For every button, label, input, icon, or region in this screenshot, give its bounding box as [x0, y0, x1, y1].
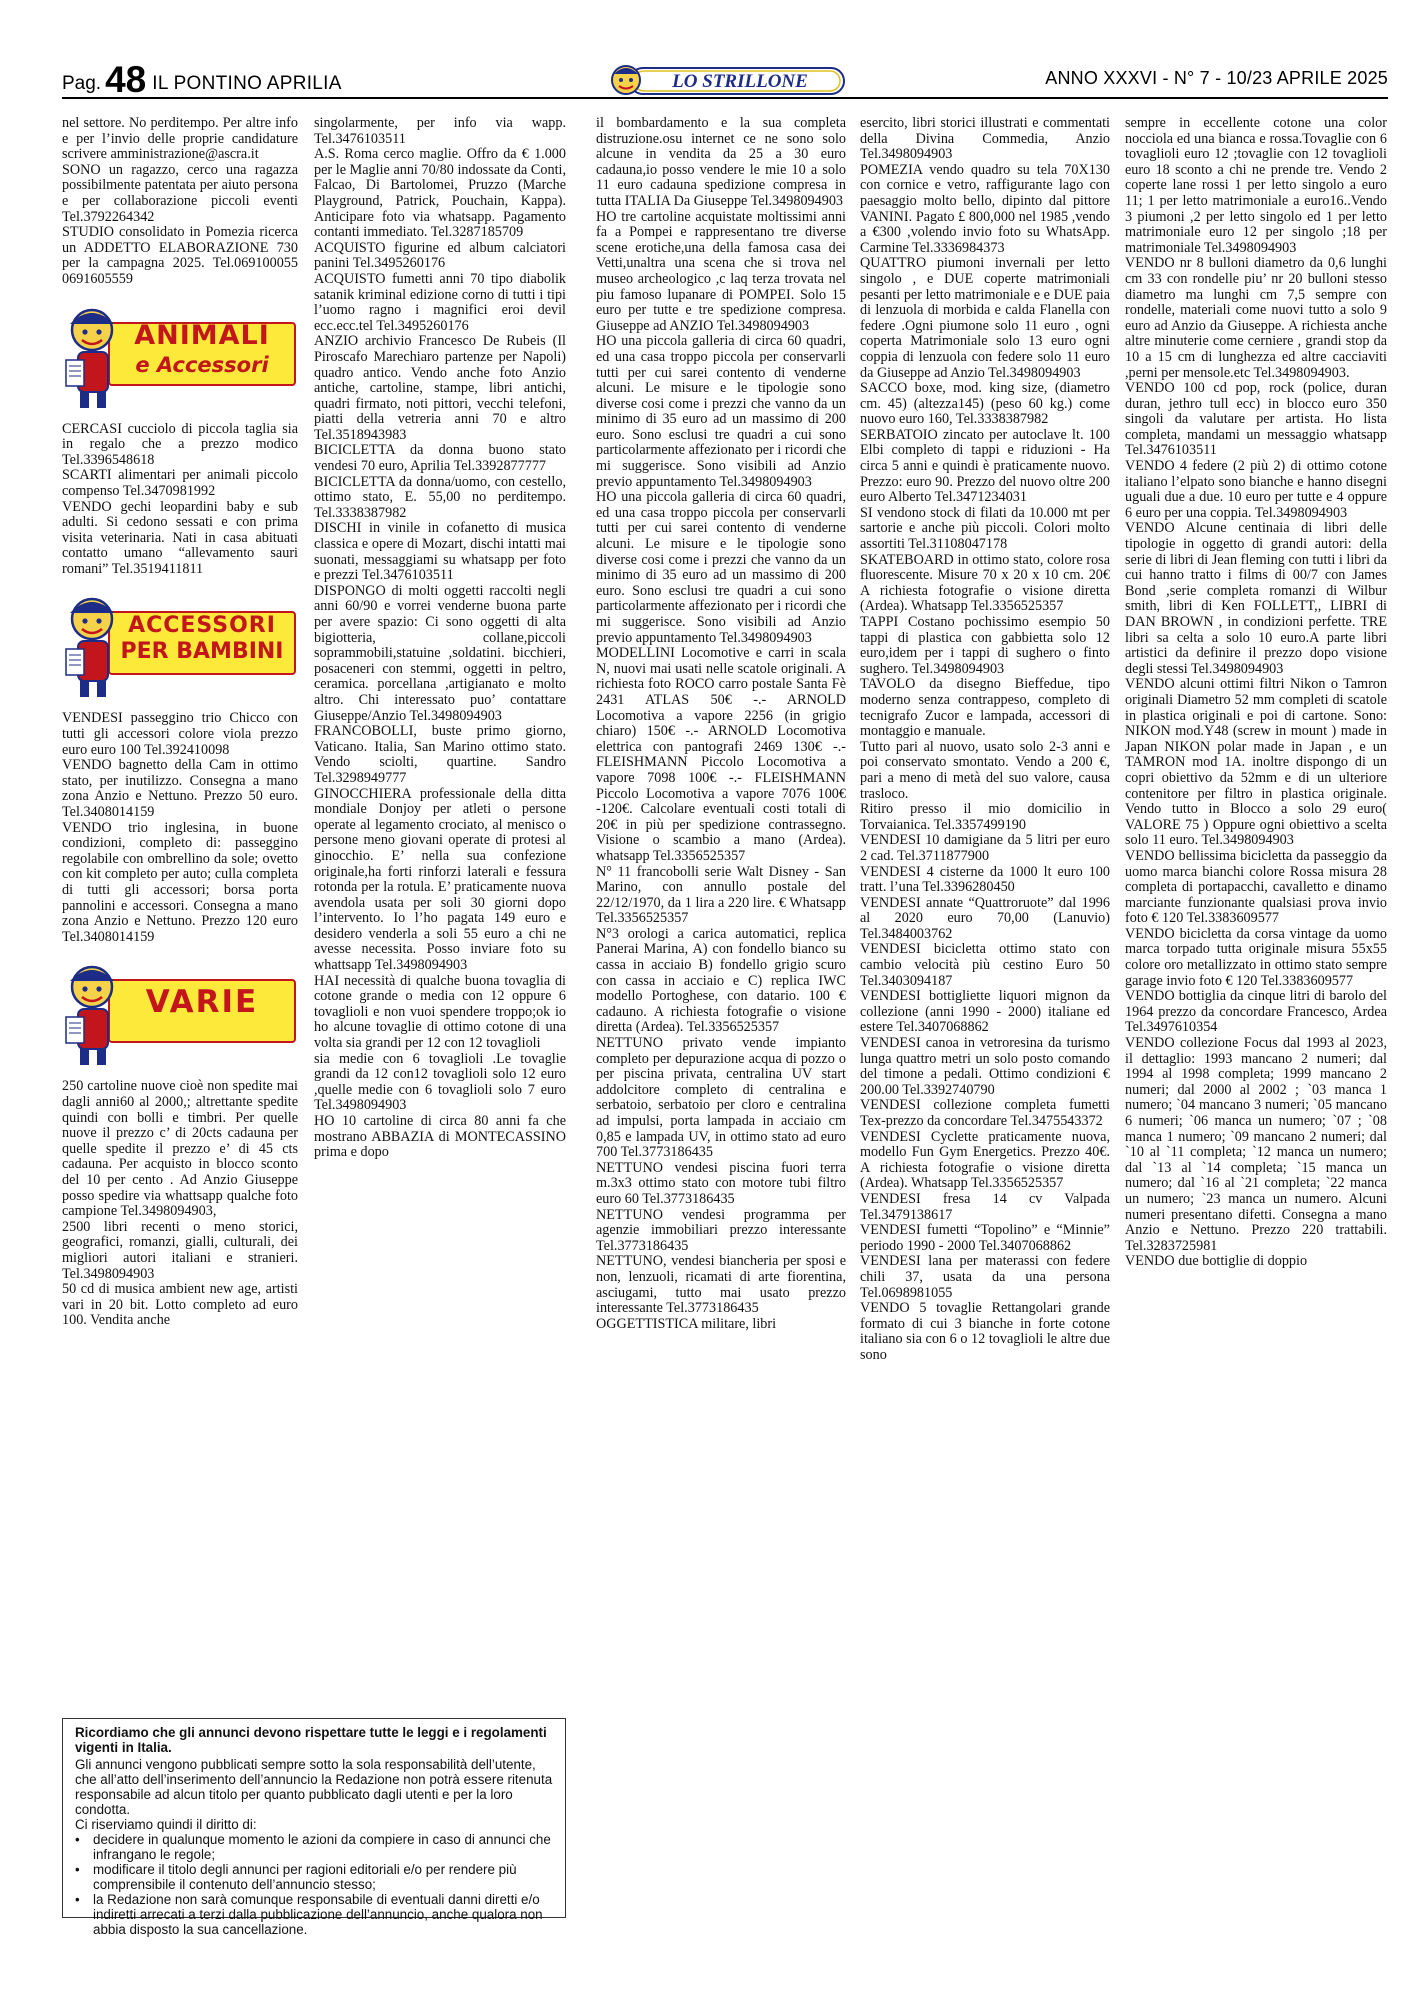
notice-bullet	[75, 1862, 555, 1892]
notice-body: Gli annunci vengono pubblicati sempre sotto la sola responsabilità dell’utente, che all’atto dell’inserimento dell’annuncio la Redazione non potrà essere ritenuta responsabile ad alcun titolo per quanto pubblicato dagli utenti e per la loro condotta.	[75, 1757, 553, 1817]
classified-ad: SONO un ragazzo, cerco una ragazza possibilmente patentata per aiuto persona e per collaborazione piccoli eventi Tel.3792264342	[62, 161, 298, 225]
classified-ad: VENDESI passeggino trio Chicco con tutti gli accessori colore viola prezzo euro euro 100 Tel.392410098	[62, 710, 298, 758]
column-5	[1125, 116, 1387, 1996]
classified-ad: VENDO nr 8 bulloni diametro da 0,6 lunghi cm 33 con rondelle piu’ nr 20 bulloni stesso diametro ma lunghi cm 7,5 sempre con rondelle, materiali come nuovi tutto a solo 9 euro ad Anzio da Giuseppe. A richiesta anche altre minuterie come cerniere , grandi stop da 10 a 15 cm di lunghezza ed altre cacciaviti ,perni per mensole.etc Tel.3498094903.	[1125, 255, 1387, 381]
classified-ad: HO una piccola galleria di circa 60 quadri, ed una casa troppo piccola per conservarli tutti per cui sarei contento di venderne alcuni. Le misure e le tipologie sono diverse cosi come i prezzi che vanno da un minimo di 35 euro ad un massimo di 200 euro. Sono esclusi tre quadri a cui sono particolarmente affezionato per i ricordi che mi suggerisce. Sono visibili ad Anzio previo appuntamento Tel.3498094903	[596, 333, 846, 490]
classified-ad: BICICLETTA da donna/uomo, con cestello, ottimo stato, E. 55,00 no perditempo. Tel.3338387982	[314, 473, 566, 521]
classified-ad: il bombardamento e la sua completa distruzione.osu internet ce ne sono solo alcune in vendita da 25 a 30 euro cadauna,io posso vendere le mie 10 a solo 11 euro cadauna spedizione compresa in tutta ITALIA Da Giuseppe Tel.3498094903	[596, 115, 846, 209]
classified-ad: VENDESI 4 cisterne da 1000 lt euro 100 tratt. l’una Tel.3396280450	[860, 863, 1110, 896]
newsboy-mascot-icon	[62, 300, 132, 412]
classified-ad: SACCO boxe, mod. king size, (diametro cm. 45) (altezza145) (peso 60 kg.) come nuovo euro 160, Tel.3338387982	[860, 380, 1110, 428]
banner-subtitle: e Accessori	[135, 352, 269, 377]
classified-ad: Tutto pari al nuovo, usato solo 2-3 anni e poi conservato smontato. Vendo a 200 €, pari a meno di metà del suo valore, causa trasloco.	[860, 738, 1110, 802]
classified-ad: CERCASI cucciolo di piccola taglia sia in regalo che a prezzo modico Tel.3396548618	[62, 420, 298, 468]
bullet-icon: •	[75, 1832, 80, 1847]
classified-ad: VENDO 5 tovaglie Rettangolari grande formato di cui 3 bianche in forte cotone italiano sia con 6 o 12 tovaglioli le altre due sono	[860, 1300, 1110, 1363]
classified-ad: BICICLETTA da donna buono stato vendesi 70 euro, Aprilia Tel.3392877777	[314, 442, 566, 475]
classified-ad: VENDO 100 cd pop, rock (police, duran duran, jethro tull ecc) in blocco euro 350 singoli da valutare per artista. Ho lista completa, mandami un messaggio whatsapp Tel.3476103511	[1125, 380, 1387, 459]
classified-ad: POMEZIA vendo quadro su tela 70X130 con cornice e vetro, raffigurante lago con paesaggio molto bello, dipinto dal pittore VANINI. Pagato £ 800,000 nel 1985 ,vendo a €300 ,volendo invio foto su WhatsApp. Carmine Tel.3336984373	[860, 161, 1110, 256]
column-3-ads	[596, 116, 846, 1332]
newsboy-mascot-icon	[62, 589, 132, 701]
publication-name: IL PONTINO APRILIA	[152, 73, 342, 94]
notice-bullet	[75, 1832, 555, 1862]
classified-ad: VENDO collezione Focus dal 1993 al 2023, il dettaglio: 1993 mancano 2 numeri; dal 1994 al 1998 completa; 1999 mancano 2 numeri; dal 2000 al 2002 ; `03 manca 1 numero; `04 mancano 3 numeri; `05 mancano 6 numeri; `06 manca un numero; `07 ; `08 manca 1 numero; `09 mancano 2 numeri; dal `10 al `11 completa; `12 manca un numero; dal `13 al `14 completa; `15 manca un numero; dal `16 al `21 completa; `22 manca un numero; `23 manca un numero. Alcuni numeri presentano difetti. Consegna a mano Anzio e Nettuno. Prezzo 220 trattabili. Tel.3283725981	[1125, 1035, 1387, 1254]
classified-ad: QUATTRO piumoni invernali per letto singolo , e DUE coperte matrimoniali pesanti per letto matrimoniale e e DUE paia di lenzuola di morbida e calda Flanella con federe .Ogni piumone solo 11 euro , ogni coperta Matrimoniale solo 13 euro ogni coppia di lenzuola con federe solo 11 euro da Giuseppe ad Anzio Tel.3498094903	[860, 255, 1110, 381]
notice-rights-intro: Ci riserviamo quindi il diritto di:	[75, 1817, 257, 1832]
column-5-ads	[1125, 116, 1387, 1270]
classified-ad: DISCHI in vinile in cofanetto di musica classica e opere di Mozart, dischi intatti mai suonati, messaggiami su whatsapp per foto e prezzi Tel.3476103511	[314, 520, 566, 584]
banner-box	[108, 979, 296, 1043]
classified-ad: VENDO alcuni ottimi filtri Nikon o Tamron originali Diametro 52 mm completi di scatole in plastica originali e poi di cartone. Sono: NIKON mod.Y48 (screw in mount ) made in Japan NIKON polar made in Japan , e un TAMRON mod 1A. inoltre dispongo di un copri obiettivo da 52mm e di un ulteriore contenitore per filtro in plastica originale. Vendo tutto in Blocco a solo 29 euro( VALORE 75 ) Oppure ogni obiettivo a scelta solo 11 euro. Tel.3498094903	[1125, 676, 1387, 849]
classified-ad: NETTUNO vendesi piscina fuori terra m.3x3 ottimo stato con motore tubi filtro euro 60 Tel.3773186435	[596, 1159, 846, 1207]
classified-ad: STUDIO consolidato in Pomezia ricerca un ADDETTO ELABORAZIONE 730 per la campagna 2025. Tel.069100055 0691605559	[62, 224, 298, 287]
column-1	[62, 116, 298, 1710]
column-1-ads-varie	[62, 1079, 298, 1329]
notice-bullet	[75, 1892, 555, 1937]
banner-box	[108, 611, 296, 675]
classified-ad: HAI necessità di qualche buona tovaglia di cotone grande o media con 12 oppure 6 tovaglioli e non vuoi spendere troppo;ok io ho alcune tovaglie di ottimo cotone di una volta sia grandi per 12 con 12 tovaglioli	[314, 972, 566, 1052]
classified-ad: HO tre cartoline acquistate moltissimi anni fa a Pompei e rappresentano tre diverse scene erotiche,una della famosa casa dei Vetti,unaltra una scena che si trova nel museo archeologico ,c laq terza trovata nel piu famoso lupanare di POMPEI. Solo 15 euro per tutte e tre spedizione compresa. Giuseppe ad ANZIO Tel.3498094903	[596, 208, 846, 334]
classified-ad: DISPONGO di molti oggetti raccolti negli anni 60/90 e vorrei venderne buona parte per avere spazio: Ci sono oggetti di alta bigiotteria, collane,piccoli soprammobili,statuine ,soldatini. bicchieri, posaceneri con stemmi, oggetti in peltro, ceramica. porcellana ,artigianato e molto altro. Chi interessato puo’ contattare Giuseppe/Anzio Tel.3498094903	[314, 582, 566, 724]
classified-ad: NETTUNO privato vende impianto completo per depurazione acqua di pozzo o per piscina privata, centralina UV start addolcitore completo di centralina e serbatoio, serbatoio per cloro e centralina ad impulsi, porta lampada in acciaio cm 0,85 e lampada UV, in ottimo stato ad euro 700 Tel.3773186435	[596, 1035, 846, 1161]
banner-subtitle: PER BAMBINI	[120, 639, 284, 665]
classified-ad: singolarmente, per info via wapp. Tel.3476103511	[314, 115, 566, 147]
bullet-icon: •	[75, 1892, 80, 1907]
classified-ad: sempre in eccellente cotone una color nocciola ed una bianca e rossa.Tovaglie con 6 tovaglioli euro 12 ;tovaglie con 12 tovaglioli euro 18 sconto a chi ne prende tre. Vendo 2 coperte lane rossi 1 per letto singolo a euro 11; 1 per letto matrimoniale a euro16..Vendo 3 piumoni ,2 per letto singolo ed 1 per letto matrimoniale euro 12 per singolo ;18 per matrimoniale Tel.3498094903	[1125, 115, 1387, 256]
banner-title: ANIMALI	[134, 319, 270, 351]
banner-box	[108, 319, 296, 386]
classified-ad: N° 11 francobolli serie Walt Disney - San Marino, con annullo postale del 22/12/1970, da 1 lira a 220 lire. € Whatsapp Tel.3356525357	[596, 863, 846, 927]
classified-ad: A.S. Roma cerco maglie. Offro da € 1.000 per le Maglie anni 70/80 indossate da Conti, Falcao, Di Bartolomei, Pruzzo (Marche Playground, Patrick, Pouchain, Kappa). Anticipare foto via whatsapp. Pagamento contanti immediato. Tel.3287185709	[314, 146, 566, 241]
classified-ad: FRANCOBOLLI, buste primo giorno, Vaticano. Italia, San Marino ottimo stato. Vendo sciolti, quartine. Sandro Tel.3298949777	[314, 723, 566, 786]
classified-ad: VENDESI annate “Quattroruote” dal 1996 al 2020 euro 70,00 (Lanuvio) Tel.3484003762	[860, 894, 1110, 942]
classified-ad: VENDESI canoa in vetroresina da turismo lunga quattro metri un solo posto comando del timone a pedali. Ottimo condizioni € 200.00 Tel.3392740790	[860, 1035, 1110, 1098]
classified-ad: GINOCCHIERA professionale della ditta mondiale Donjoy per atleti o persone operate al legamento crociato, al menisco o persone meno giovani operate di protesi al ginocchio. E’ nella sua confezione originale,ha forti rinforzi laterali e fessura rotonda per la rotula. E’ praticamente nuova avendola usata per soli 30 giorni dopo l’intervento. Io l’ho pagata 149 euro e desidero venderla a soli 55 euro a chi ne avesse necessita. Posso inviare foto su whattsapp Tel.3498094903	[314, 785, 566, 974]
issue-info: ANNO XXXVI - N° 7 - 10/23 APRILE 2025	[1045, 68, 1388, 88]
classified-ad: 50 cd di musica ambient new age, artisti vari in 20 bit. Lotto completo ad euro 100. Vendita anche	[62, 1281, 298, 1329]
section-banner-accessori-bambini	[62, 589, 298, 701]
column-1-ads-bambini	[62, 711, 298, 945]
classified-ad: NETTUNO vendesi programma per agenzie immobiliari prezzo interessante Tel.3773186435	[596, 1206, 846, 1254]
notice-bullet-text: modificare il titolo degli annunci per ragioni editoriali e/o per rendere più comprensibile il contenuto dell’annuncio stesso;	[93, 1862, 517, 1892]
classified-ad: 250 cartoline nuove cioè non spedite mai dagli anni60 al 2000,; altrettante spedite quindi con bolli e timbri. Per quelle nuove il prezzo c’ di 20cts cadauna per quelle spedite il prezzo e’ di 45 cts cadauna. Per acquisto in blocco sconto del 10 per cento . Ad Anzio Giuseppe posso spedire via whattsapp qualche foto campione Tel.3498094903,	[62, 1078, 298, 1220]
column-4-ads	[860, 116, 1110, 1364]
classified-ad: VENDO trio inglesina, in buone condizioni, completo di: passeggino regolabile con ombrellino da sole; ovetto con kit completo per auto; culla completa di tutti gli accessori; borsa porta pannolini e accessori. Consegna a mano zona Anzio e Nettuno. Prezzo 120 euro Tel.3408014159	[62, 819, 298, 945]
header-rule	[62, 97, 1388, 99]
classified-ad: Ritiro presso il mio domicilio in Torvaianica. Tel.3357499190	[860, 801, 1110, 833]
classified-ad: VENDESI bottigliette liquori mignon da collezione (anni 1990 - 2000) italiane ed estere Tel.3407068862	[860, 988, 1110, 1036]
classified-ad: VENDO due bottiglie di doppio	[1125, 1253, 1308, 1270]
classified-ad: MODELLINI Locomotive e carri in scala N, nuovi mai usati nelle scatole originali. A richiesta foto ROCO carro postale Santa Fè 2431 ATLAS 50€ -.- ARNOLD Locomotiva a vapore 2256 (in grigio chiaro) 150€ -.- ARNOLD Locomotiva elettrica con pantografi 2469 130€ -.- FLEISHMANN Piccolo Locomotiva a vapore 7098 100€ -.- FLEISHMANN Piccolo Locomotiva a vapore 7076 100€ -120€. Calcolare eventuali costi totali di 20€ in più per spedizione contrassegno. Visione o scambio a mano (Ardea). whatsapp Tel.3356525357	[596, 645, 846, 864]
classified-ad: 2500 libri recenti o meno storici, geografici, romanzi, gialli, culturali, dei migliori autori italiani e stranieri. Tel.3498094903	[62, 1218, 298, 1282]
classified-ad: VENDO bagnetto della Cam in ottimo stato, per inutilizzo. Consegna a mano zona Anzio e Nettuno. Prezzo 50 euro. Tel.3408014159	[62, 757, 298, 821]
classified-ad: SI vendono stock di filati da 10.000 mt per sartorie e anche più piccoli. Colori molto assortiti Tel.3110804717​8	[860, 504, 1110, 553]
classified-ad: VENDESI fresa 14 cv Valpada Tel.3479138617	[860, 1190, 1110, 1223]
classified-ad: SKATEBOARD in ottimo stato, colore rosa fluorescente. Misure 70 x 20 x 10 cm. 20€ A richiesta fotografie o visione diretta (Ardea). Whatsapp Tel.3356525357	[860, 551, 1110, 615]
page-label: Pag.	[62, 73, 102, 94]
classified-ad: SERBATOIO zincato per autoclave lt. 100 Elbi completo di tappi e riduzioni - Ha circa 5 anni e quindi è praticamente nuovo. Prezzo: euro 90. Prezzo del nuovo oltre 200 euro Alberto Tel.3471234031	[860, 426, 1110, 506]
classified-ad: VENDO gechi leopardini baby e sub adulti. Si cedono sessati e con prima visita veterinaria. Nati in casa abituati contatto umano “allevamento sauri romani” Tel.3519411811	[62, 498, 298, 577]
page-header	[0, 0, 1420, 100]
classified-ad: nel settore. No perditempo. Per altre info e per l’invio delle proprie candidature scrivere amministrazione@ascra.it	[62, 115, 298, 163]
notice-bullet-text: la Redazione non sarà comunque responsabile di eventuali danni diretti e/o indiretti arrecati a terzi dalla pubblicazione dell’annuncio, anche qualora non abbia disposto la sua cancellazione.	[93, 1892, 543, 1937]
legal-notice-box	[62, 1718, 566, 1937]
section-banner-animali	[62, 300, 298, 412]
column-1-ads-top	[62, 116, 298, 288]
classified-ad: VENDO bicicletta da corsa vintage da uomo marca torpado tutta originale misura 55x55 colore oro metallizzato in ottimo stato sempre garage invio foto € 120 Tel.3383609577	[1125, 925, 1387, 989]
classified-ad: esercito, libri storici illustrati e commentati della Divina Commedia, Anzio Tel.3498094903	[860, 115, 1110, 163]
column-2-ads	[314, 116, 566, 1161]
classified-ad: SCARTI alimentari per animali piccolo compenso Tel.3470981992	[62, 467, 298, 499]
column-3	[596, 116, 846, 1996]
newsboy-mascot-icon	[62, 957, 132, 1069]
classified-ad: VENDO 4 federe (2 più 2) di ottimo cotone italiano l’elpato sono bianche e hanno disegni uguali due a due. 10 euro per tutte e 4 oppure 6 euro per una coppia. Tel.3498094903	[1125, 458, 1387, 521]
banner-title: ACCESSORI	[128, 613, 276, 639]
bullet-icon: •	[75, 1862, 80, 1877]
logo-text: LO STRILLONE	[672, 71, 808, 92]
page-number: 48	[105, 59, 147, 100]
classified-ad: ACQUISTO fumetti anni 70 tipo diabolik satanik kriminal edizione corno di tutti i tipi l’uomo ragno i magnifici eroi devil ecc.ecc.tel Tel.3495260176	[314, 270, 566, 334]
classified-ad: OGGETTISTICA militare, libri	[596, 1315, 777, 1332]
classified-ad: TAPPI Costano pochissimo esempio 50 tappi di plastica con gabbietta solo 12 euro,idem per i tappi di sughero o finto sughero. Tel.3498094903	[860, 614, 1110, 677]
classified-ad: VENDESI lana per materassi con federe chili 37, usata da una persona Tel.0698981055	[860, 1253, 1110, 1301]
classified-ad: VENDESI fumetti “Topolino” e “Minnie” periodo 1990 - 2000 Tel.3407068862	[860, 1222, 1110, 1254]
banner-title: VARIE	[145, 984, 259, 1021]
classified-ad: VENDO bellissima bicicletta da passeggio da uomo marca bianchi colore Rossa misura 28 completa di portapacchi, cavalletto e dinamo marciante funzionante qualsiasi prova invio foto € 120 Tel.3383609577	[1125, 847, 1387, 927]
strillone-logo	[606, 62, 852, 98]
classified-ad: NETTUNO, vendesi biancheria per sposi e non, lenzuoli, ricamati di arte fiorentina, asciugami, tutto mai usato prezzo interessante Tel.3773186435	[596, 1253, 846, 1317]
column-4	[860, 116, 1110, 1996]
classified-ad: ANZIO archivio Francesco De Rubeis (Il Piroscafo Marechiaro partenze per Napoli) quadro antico. Vendo anche foto Anzio antiche, cartoline, stampe, libri antichi, quadri firmato, noti pittori, vecchi telefoni, piatti della vetreria anni 70 e altro Tel.3518943983	[314, 333, 566, 443]
classified-ad: N°3 orologi a carica automatici, replica Panerai Marina, A) con fondello bianco su cassa in acciaio B) fondello grigio scuro con cassa in acciaio e C) replica IWC modello Portoghese, con datario. 100 € cadauno. A richiesta fotografie o visione diretta (Ardea). Tel.3356525357	[596, 925, 846, 1036]
classified-ad: ACQUISTO figurine ed album calciatori panini Tel.3495260176	[314, 239, 566, 272]
classified-ad: VENDESI collezione completa fumetti Tex-prezzo da concordare Tel.3475543372	[860, 1097, 1110, 1129]
column-2	[314, 116, 566, 1686]
classified-ad: VENDO Alcune centinaia di libri delle tipologie in oggetto di grandi autori: della serie di libri di Jean fleming con tutti i libri da cui hanno tratto i films di 00/7 con James Bond ,serie completa romanzi di Wilbur smith, libri di Ken FOLLETT,, LIBRI di DAN BROWN , in condizioni perfette. TRE libri sa celta a solo 10 euro.A parte libri artistici da definire il prezzo dopo visione degli stessi Tel.3498094903	[1125, 520, 1387, 677]
classified-ad: VENDESI Cyclette praticamente nuova, modello Fun Gym Energetics. Prezzo 40€. A richiesta fotografie o visione diretta (Ardea). Whatsapp Tel.3356525357	[860, 1128, 1110, 1192]
column-1-ads-animali	[62, 422, 298, 578]
classified-ad: VENDO bottiglia da cinque litri di barolo del 1964 prezzo da concordare Francesco, Ardea Tel.3497610354	[1125, 988, 1387, 1036]
classified-ad: HO 10 cartoline di circa 80 anni fa che mostrano ABBAZIA di MONTECASSINO prima e dopo	[314, 1113, 566, 1161]
classified-ad: HO una piccola galleria di circa 60 quadri, ed una casa troppo piccola per conservarli tutti per cui sarei contento di venderne alcuni. Le misure e le tipologie sono diverse cosi come i prezzi che vanno da un minimo di 35 euro ad un massimo di 200 euro. Sono esclusi tre quadri a cui sono particolarmente affezionato per i ricordi che mi suggerisce. Sono visibili ad Anzio previo appuntamento Tel.3498094903	[596, 489, 846, 646]
notice-title: Ricordiamo che gli annunci devono rispettare tutte le leggi e i regolamenti vigenti in Italia.	[75, 1725, 547, 1755]
page-header-left	[62, 56, 342, 98]
classified-ad: TAVOLO da disegno Bieffedue, tipo moderno senza contrappeso, completo di tecnigrafo Zucor e lampada, accessori di montaggio e manuale.	[860, 676, 1110, 740]
classified-ad: VENDESI bicicletta ottimo stato con cambio velocità più cestino Euro 50 Tel.3403094187	[860, 941, 1110, 989]
classified-ad: VENDESI 10 damigiane da 5 litri per euro 2 cad. Tel.3711877900	[860, 832, 1110, 864]
section-banner-varie	[62, 957, 298, 1069]
classified-ad: sia medie con 6 tovaglioli .Le tovaglie grandi da 12 con12 tovaglioli solo 12 euro ,quelle medie con 6 tovaglioli solo 7 euro Tel.3498094903	[314, 1050, 566, 1114]
notice-bullet-text: decidere in qualunque momento le azioni da compiere in caso di annunci che infrangano le regole;	[93, 1832, 551, 1862]
